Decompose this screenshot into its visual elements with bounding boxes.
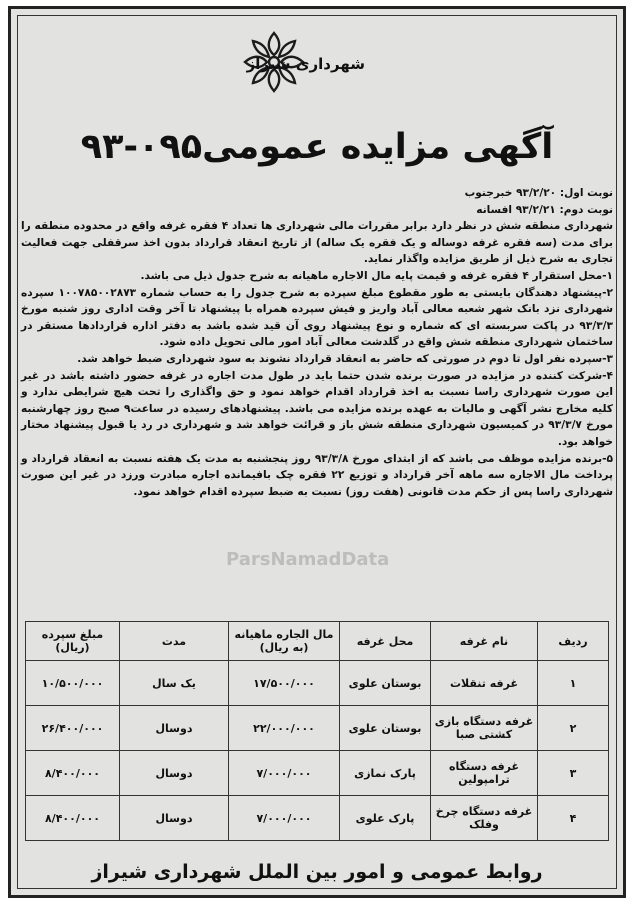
cell-deposit: ۸/۴۰۰/۰۰۰ [26, 751, 120, 796]
cell-row-number: ۱ [538, 661, 609, 706]
cell-location: پارک نمازی [340, 751, 431, 796]
table-header-row [26, 622, 609, 661]
table-row [26, 706, 609, 751]
clause-4: ۴-شرکت کننده در مزایده در صورت برنده شدن حتما باید در طول مدت اجاره در غرفه حضور داشته باشد در غیر این صورت شهرداری راسا نسبت به اخذ قرارداد اقدام خواهد نمود و حق واگذاری را تحت هیچ شرایطی ندارد و کلیه مخارج نشر آگهی و مالیات به عهده برنده مزایده می باشد. پیشنهادهای رسیده در ساعت۹ صبح روز چهارشنبه مورخ ۹۳/۳/۷ در کمیسیون شهرداری منطقه شش باز و قرائت خواهد شد و شهرداری در رد یا قبول پیشنهاد مختار خواهد بود. [21, 369, 614, 448]
cell-duration: دوسال [120, 706, 229, 751]
cell-deposit: ۱۰/۵۰۰/۰۰۰ [26, 661, 120, 706]
cell-duration: دوسال [120, 751, 229, 796]
notice-page [8, 6, 626, 898]
table-row [26, 661, 609, 706]
footer-signature: روابط عمومی و امور بین الملل شهرداری شیراز [91, 861, 543, 883]
cell-deposit: ۸/۴۰۰/۰۰۰ [26, 796, 120, 841]
clause-2: ۲-پیشنهاد دهندگان بایستی به طور مقطوع مبلغ سپرده به شرح جدول را به حساب شماره ۱۰۰۷۸۵۰۰۲۸۷۳ سپرده شهرداری نزد بانک شهر شعبه معالی آباد واریز و فیش سپرده همراه با پیشنهاد تا آخر وقت اداری روز شنبه مورخ ۹۳/۳/۳ در پاکت سربسته ای که شماره و نوع پیشنهاد روی آن قید شده باشد به دفتر اداره قراردادها مستقر در ساختمان شهرداری منطقه شش واقع در گلدشت معالی آباد امور مالی تحویل داده شود. [21, 286, 613, 349]
column-header: نام غرفه [431, 622, 538, 661]
cell-booth-name: غرفه تنقلات [431, 661, 538, 706]
cell-booth-name: غرفه دستگاه ترامپولین [431, 751, 538, 796]
cell-booth-name: غرفه دستگاه بازی کشتی صبا [431, 706, 538, 751]
cell-duration: دوسال [120, 796, 229, 841]
cell-monthly-rent: ۲۲/۰۰۰/۰۰۰ [229, 706, 340, 751]
intro-paragraph: شهرداری منطقه شش در نظر دارد برابر مقررات مالی شهرداری ها تعداد ۴ فقره غرفه واقع در محدوده منطقه را برای مدت (سه فقره غرفه دوساله و یک فقره یک ساله) از تاریخ انعقاد قرارداد بدون اخذ سرقفلی جهت فعالیت تجاری به شرح ذیل از طریق مزایده واگذار نماید. [21, 220, 613, 266]
notice-title: آگهی مزایده عمومی۰۹۵-۹۳ [80, 127, 554, 167]
column-header: ردیف [538, 622, 609, 661]
column-header: مال الجاره ماهیانه (به ریال) [229, 622, 340, 661]
table-row [26, 751, 609, 796]
clause-1: ۱-محل استقرار ۴ فقره غرفه و قیمت پایه مال الاجاره ماهیانه به شرح جدول ذیل می باشد. [140, 269, 613, 282]
cell-location: پارک علوی [340, 796, 431, 841]
cell-monthly-rent: ۱۷/۵۰۰/۰۰۰ [229, 661, 340, 706]
clause-3: ۳-سپرده نفر اول تا دوم در صورتی که حاضر به انعقاد قرارداد نشوند به سود شهرداری ضبط خواهد شد. [77, 352, 613, 365]
column-header: مبلغ سپرده (ریال) [26, 622, 120, 661]
cell-deposit: ۲۶/۴۰۰/۰۰۰ [26, 706, 120, 751]
booths-table [25, 621, 609, 841]
notice-body [21, 185, 613, 500]
cell-booth-name: غرفه دستگاه چرخ وفلک [431, 796, 538, 841]
cell-monthly-rent: ۷/۰۰۰/۰۰۰ [229, 796, 340, 841]
watermark: ParsNamadData [226, 549, 390, 570]
cell-location: بوستان علوی [340, 706, 431, 751]
publication-second: نوبت دوم: ۹۳/۲/۲۱ افسانه [476, 203, 613, 216]
table-row [26, 796, 609, 841]
city-name: شهرداری شیراز [246, 55, 365, 73]
publication-first: نوبت اول: ۹۳/۲/۲۰ خبرجنوب [464, 187, 613, 199]
clause-5: ۵-برنده مزایده موظف می باشد که از ابتدای مورخ ۹۳/۳/۸ روز پنجشنبه به مدت یک هفته نسبت به انعقاد قرارداد و پرداخت مال الاجاره سه ماهه آخر قرارداد و توزیع ۲۲ فقره چک بافیمانده اجاره مبادرت ورزد در غیر این صورت شهرداری راسا پس از حکم مدت قانونی (هفت روز) نسبت به ضبط سپرده اقدام خواهد نمود. [21, 452, 613, 498]
cell-row-number: ۴ [538, 796, 609, 841]
cell-monthly-rent: ۷/۰۰۰/۰۰۰ [229, 751, 340, 796]
cell-location: بوستان علوی [340, 661, 431, 706]
cell-row-number: ۲ [538, 706, 609, 751]
header [11, 23, 623, 93]
column-header: محل غرفه [340, 622, 431, 661]
column-header: مدت [120, 622, 229, 661]
cell-duration: یک سال [120, 661, 229, 706]
cell-row-number: ۳ [538, 751, 609, 796]
